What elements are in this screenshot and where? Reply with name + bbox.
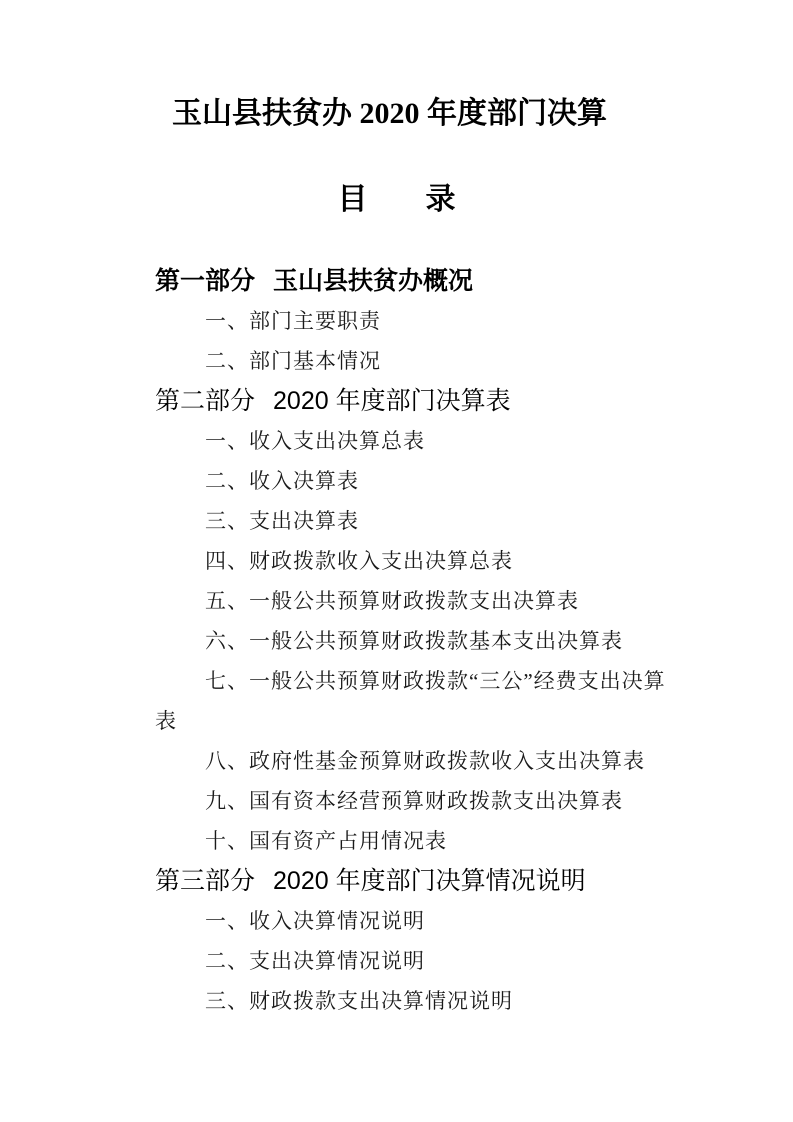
toc-item: 二、收入决算表 xyxy=(205,469,359,493)
toc-heading xyxy=(0,180,793,220)
toc-item: 九、国有资本经营预算财政拨款支出决算表 xyxy=(205,789,623,813)
toc-item: 六、一般公共预算财政拨款基本支出决算表 xyxy=(205,629,623,653)
toc-part-label: 第三部分 xyxy=(155,867,256,895)
toc-item: 十、国有资产占用情况表 xyxy=(205,829,447,853)
toc-part-heading xyxy=(155,381,685,421)
toc-item: 二、支出决算情况说明 xyxy=(205,949,425,973)
toc-item: 一、部门主要职责 xyxy=(205,309,381,333)
toc-item: 八、政府性基金预算财政拨款收入支出决算表 xyxy=(205,749,645,773)
toc-part-title: 玉山县扶贫办概况 xyxy=(273,267,474,295)
toc-heading-char-mu: 目 xyxy=(337,183,368,216)
toc-item: 四、财政拨款收入支出决算总表 xyxy=(205,549,513,573)
toc-part-heading xyxy=(155,861,685,901)
toc-part-title: 2020 年度部门决算情况说明 xyxy=(273,867,586,895)
toc-item: 一、收入决算情况说明 xyxy=(205,909,425,933)
table-of-contents xyxy=(155,261,685,1021)
toc-item: 七、一般公共预算财政拨款“三公”经费支出决算 xyxy=(205,669,666,693)
toc-item: 三、财政拨款支出决算情况说明 xyxy=(205,989,513,1013)
toc-heading-char-lu: 录 xyxy=(425,183,456,216)
toc-part-title: 2020 年度部门决算表 xyxy=(273,387,511,415)
toc-part-heading xyxy=(155,261,685,301)
toc-part-label: 第二部分 xyxy=(155,387,256,415)
toc-part-label: 第一部分 xyxy=(155,267,256,295)
toc-item-continuation: 表 xyxy=(155,709,177,733)
toc-item: 二、部门基本情况 xyxy=(205,349,381,373)
toc-item: 三、支出决算表 xyxy=(205,509,359,533)
toc-item: 一、收入支出决算总表 xyxy=(205,429,425,453)
toc-item: 五、一般公共预算财政拨款支出决算表 xyxy=(205,589,579,613)
document-title: 玉山县扶贫办 2020 年度部门决算 xyxy=(172,97,607,130)
